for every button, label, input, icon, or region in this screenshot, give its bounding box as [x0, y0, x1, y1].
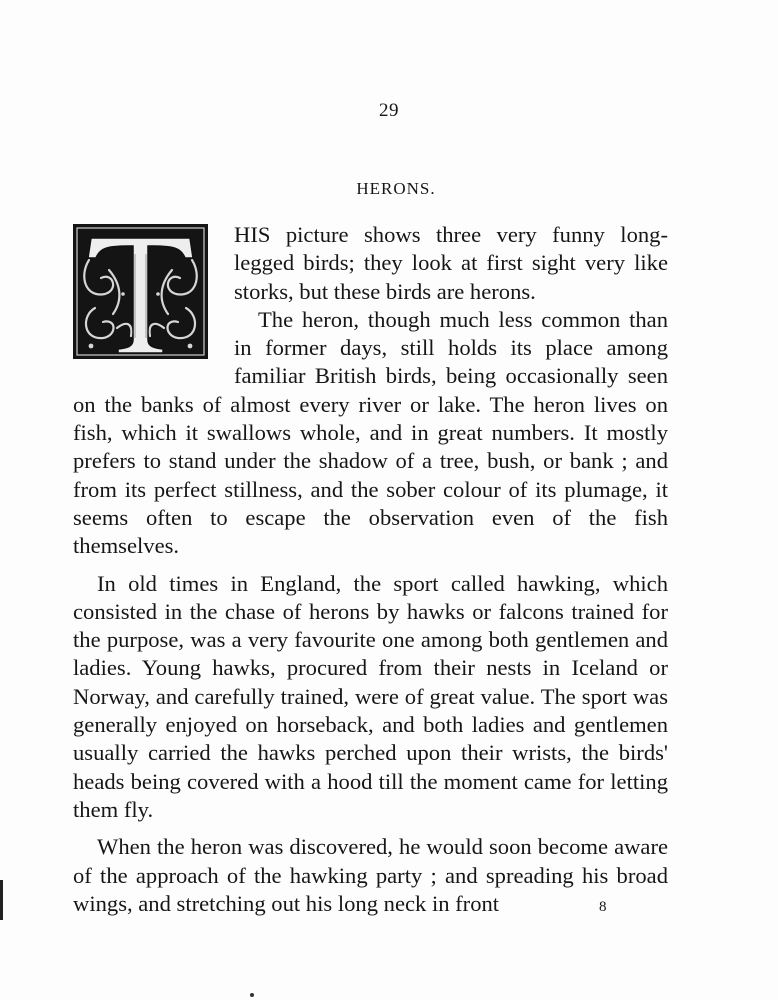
ornamental-drop-cap-T-icon	[73, 224, 208, 359]
body-text	[73, 221, 668, 918]
signature-mark: 8	[599, 899, 607, 915]
scan-speck	[250, 993, 254, 997]
paragraph-2: The heron, though much less common than in former days, still holds its place among familiar British birds, being occasionally seen on the banks of almost every river or lake. The heron lives on fish, which it swallows whole, and in great numbers. It mostly prefers to stand under the shadow of a tree, bush, or bank ; and from its perfect stillness, and the sober colour of its plumage, it seems often to escape the observation even of the fish themselves.	[73, 306, 668, 559]
scan-edge-mark	[0, 880, 3, 920]
chapter-heading: HERONS.	[356, 179, 436, 198]
paragraph-4: When the heron was discovered, he would soon become aware of the approach of the hawking party ; and spreading his broad wings, and stretching out his long neck in front	[73, 834, 668, 916]
page-number: 29	[379, 100, 399, 121]
paragraph-1: HIS picture shows three very funny long-legged birds; they look at first sight very like storks, but these birds are herons.	[234, 222, 668, 304]
paragraph-3: In old times in England, the sport called hawking, which consisted in the chase of herons by hawks or falcons trained for the purpose, was a very favourite one among both gentlemen and ladies. Young hawks, procured from their nests in Iceland or Norway, and carefully trained, were of great value. The sport was generally enjoyed on horseback, and both ladies and gentlemen usually carried the hawks perched upon their wrists, the birds' heads being covered with a hood till the moment came for letting them fly.	[73, 570, 668, 822]
